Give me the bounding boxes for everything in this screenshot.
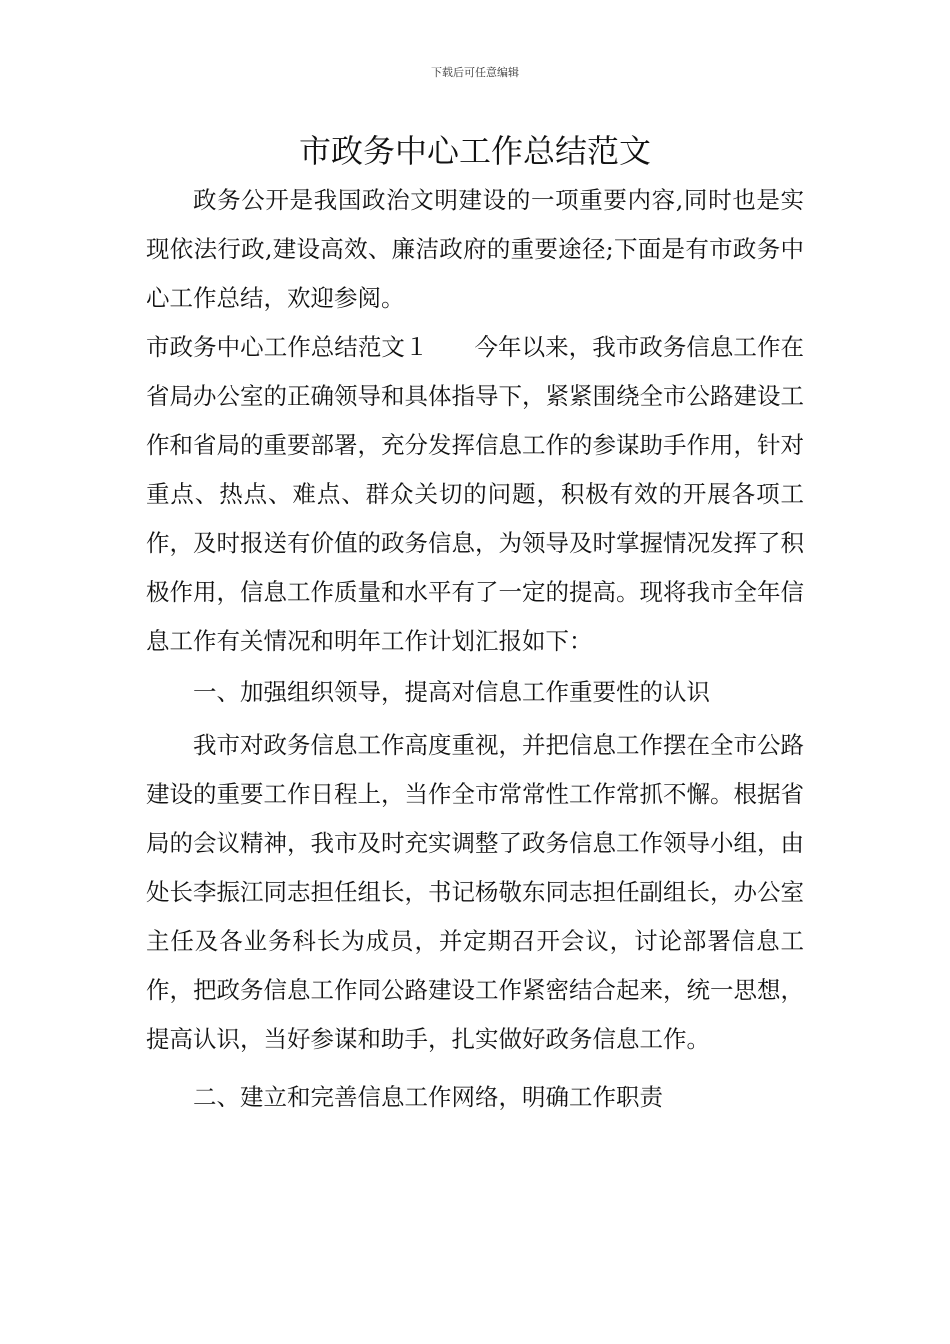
document-body [146,176,804,1122]
heading-one: 一、加强组织领导，提高对信息工作重要性的认识 [193,678,710,706]
heading-two: 二、建立和完善信息工作网络，明确工作职责 [193,1083,663,1111]
paragraph-one: 我市对政务信息工作高度重视，并把信息工作摆在全市公路建设的重要工作日程上，当作全市常常性工作常抓不懈。根据省局的会议精神，我市及时充实调整了政务信息工作领导小组，由处长李振江同志担任组长，书记杨敬东同志担任副组长，办公室主任及各业务科长为成员，并定期召开会议，讨论部署信息工作，把政务信息工作同公路建设工作紧密结合起来，统一思想，提高认识，当好参谋和助手，扎实做好政务信息工作。 [146,731,804,1053]
section-paragraph [146,323,804,666]
intro-paragraph: 政务公开是我国政治文明建设的一项重要内容,同时也是实现依法行政,建设高效、廉洁政府的重要途径;下面是有市政务中心工作总结，欢迎参阅。 [146,186,804,312]
document-title: 市政务中心工作总结范文 [298,132,651,170]
section-label: 市政务中心工作总结范文１ [146,333,429,361]
section-text: 今年以来，我市政务信息工作在省局办公室的正确领导和具体指导下，紧紧围绕全市公路建设工作和省局的重要部署，充分发挥信息工作的参谋助手作用，针对重点、热点、难点、群众关切的问题，积极有效的开展各项工作，及时报送有价值的政务信息，为领导及时掌握情况发挥了积极作用，信息工作质量和水平有了一定的提高。现将我市全年信息工作有关情况和明年工作计划汇报如下： [146,333,805,655]
header-note: 下载后可任意编辑 [431,66,519,79]
